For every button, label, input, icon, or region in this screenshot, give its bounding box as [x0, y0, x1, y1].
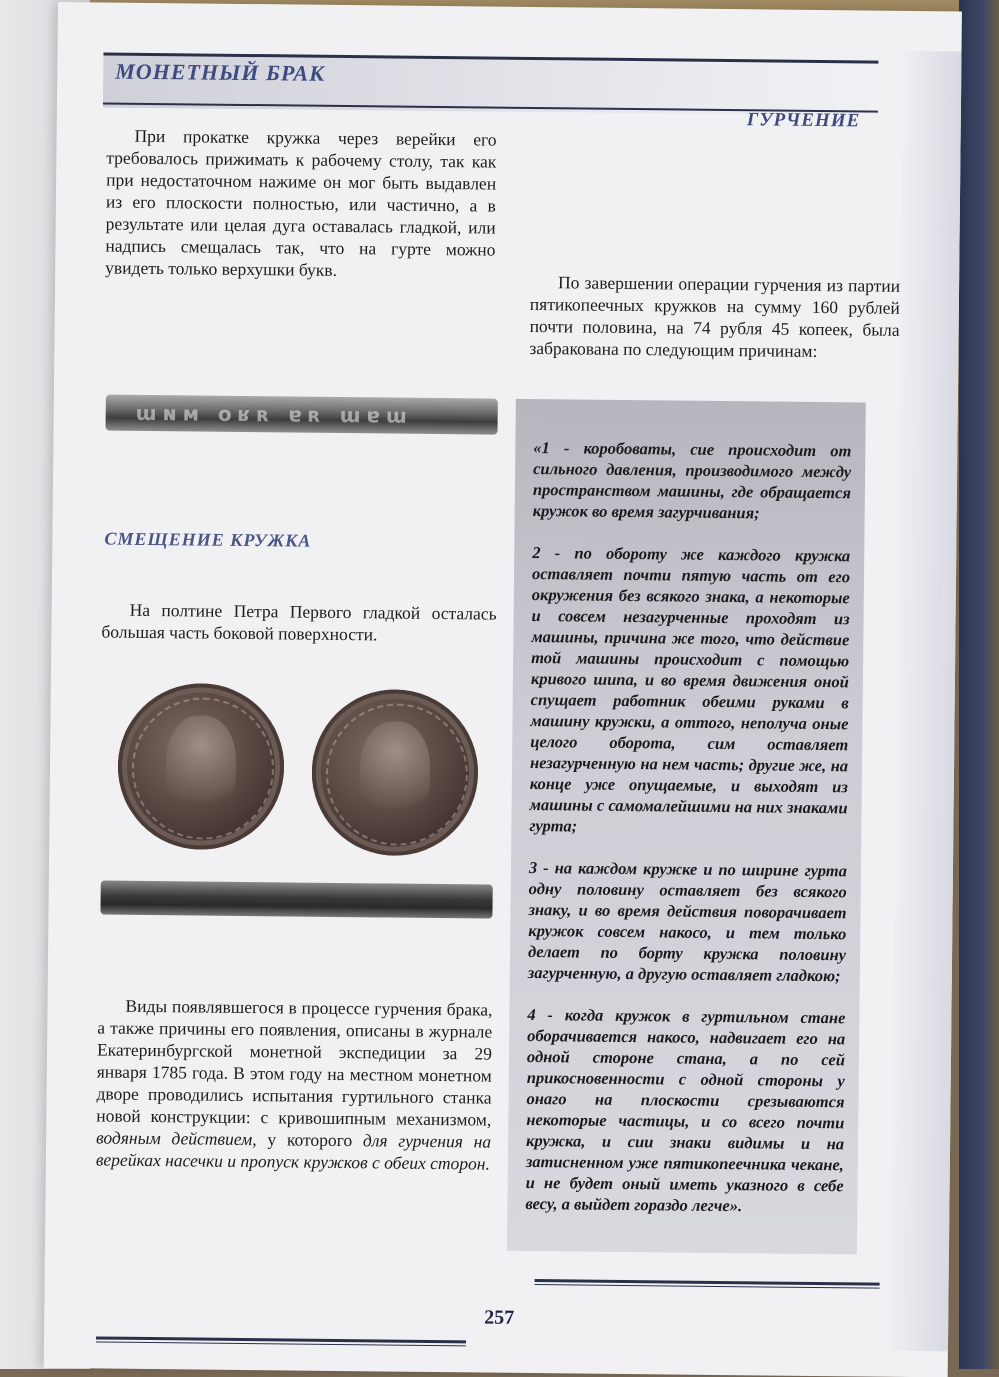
paragraph-poltina: На полтине Петра Первого гладкой осталась большая часть боковой поверхности.	[101, 599, 497, 645]
subsection-title: ГУРЧЕНИЕ	[746, 109, 861, 132]
coin-reverse-photo	[311, 689, 479, 857]
paragraph-journal-text-2: , у которого	[252, 1129, 353, 1151]
coin-eagle	[359, 721, 430, 822]
section-title: МОНЕТНЫЙ БРАК	[115, 58, 326, 86]
quote-item-2: 2 - по обороту же каждого кружка оставляет почти пятую часть от его окружения без всякого знака, а некоторые и совсем незагурченные проходят из машины, причина же того, что действие той машины происходит с помощью кривого шипа, и во время движения оной спущает работник обеими руками в машину кружки, а оттого, неполуча оные целого оборота, сим оставляет незагурченную на нем часть; другие же, на конце уже опущаемые, и выходят из машины с самомалейшими на них знаками гурта;	[529, 542, 851, 836]
page-edge-shadow	[888, 51, 962, 1352]
coin-edge-photo	[100, 880, 492, 918]
subheading-blank-shift: СМЕЩЕНИЕ КРУЖКА	[104, 528, 312, 551]
book-page	[44, 2, 962, 1377]
paragraph-rolling: При прокатке кружка через верейки его требовалось прижимать к рабочему столу, так как при недостаточном нажиме он мог быть выдавлен из его плоскости полностью, или частично, а в результате или целая дуга оставалась гладкой, или надпись смещалась так, что на гурте можно увидеть только верхушки букв.	[105, 125, 497, 280]
edge-lettering-photo	[106, 395, 498, 435]
background-right	[959, 0, 999, 1369]
paragraph-journal	[96, 994, 493, 1174]
coin-portrait	[165, 715, 236, 816]
paragraph-journal-italic-2: для гурчения на верейках насечки и пропуск кружков с обеих сторон.	[95, 1130, 492, 1174]
page-number: 257	[484, 1306, 515, 1329]
quote-item-4: 4 - когда кружок в гуртильном стане оборачивается накосо, надвигает его на одной стороне стана, а по сей прикосновенности с одной стороны у онаго на плоскости срезываются некоторые частицы, и со всего почти кружка, и сии знаки видимы и на затисненном уже пятикопеечника чекане, и не будет оный иметь указного в себе весу, а выйдет гораздо легче».	[525, 1004, 846, 1216]
quote-box	[507, 399, 866, 1255]
paragraph-rejection: По завершении операции гурчения из партии пятикопеечных кружков на сумму 160 рублей почти половина, на 74 рубля 45 копеек, была забракована по следующим причинам:	[529, 272, 901, 361]
coin-obverse-photo	[117, 683, 285, 851]
quote-item-3: 3 - на каждом кружке и по ширине гурта одну половину оставляет без всякого знаку, и во время действия поворачивает кружок совсем накосо, и тем только делает по борту кружка половину загурченную, а другую оставляет гладкою;	[527, 857, 848, 986]
quote-item-1: «1 - коробоваты, сие происходит от сильного давления, производимого между пространством машины, где обращается кружок во время загурчивания;	[532, 438, 852, 523]
edge-lettering-marks: ɯɴᴍ оʁʀ ɐʀ ɯɐɯ	[135, 400, 413, 428]
paragraph-journal-text: Виды появлявшегося в процессе гурчения брака, а также причины его появления, описаны в журнале Екатеринбургской монетной экспедиции за 29 января 1785 года. В этом году на местном монетном дворе проводились испытания гуртильного станка новой конструкции: с кривошипным механизмом,	[96, 995, 493, 1130]
paragraph-journal-italic-1: водяным действием	[96, 1127, 253, 1150]
